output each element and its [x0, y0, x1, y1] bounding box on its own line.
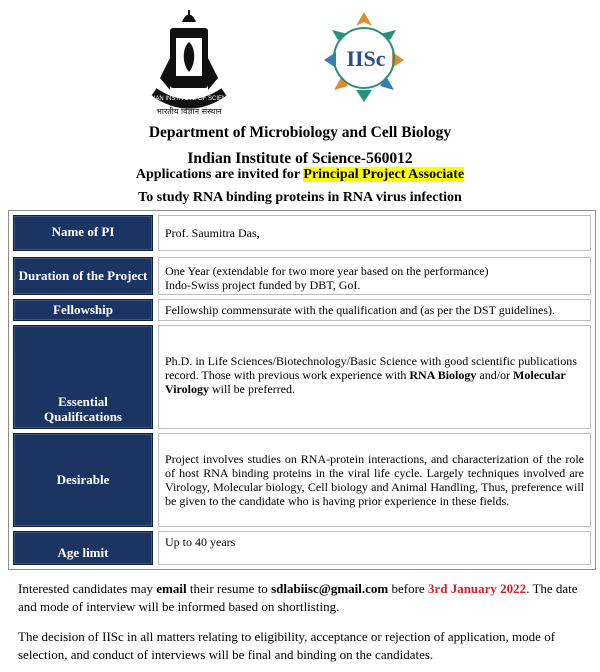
- label-duration: Duration of the Project: [13, 257, 153, 295]
- value-age-limit: Up to 40 years: [158, 531, 591, 565]
- footer-text-g: . The date and mode of interview will be informed based on shortlisting.: [18, 581, 578, 614]
- label-age-limit: Age limit: [13, 531, 153, 565]
- iisc-star-logo: [314, 8, 414, 108]
- table-row-fellowship: [9, 299, 595, 321]
- qual-molecular-virology: Molecular Virology: [165, 368, 566, 396]
- qual-text-a: Ph.D. in Life Sciences/Biotechnology/Basic Science with good scientific publications record. Those with previous work experience with: [165, 354, 577, 382]
- invite-line: [0, 167, 600, 183]
- footer-text-a: Interested candidates may: [18, 581, 157, 596]
- invite-prefix: Applications are invited for: [135, 167, 304, 182]
- label-name-of-pi: Name of PI: [13, 215, 153, 251]
- table-row-age: [9, 531, 595, 565]
- table-row-qualifications: [9, 325, 595, 429]
- crest-text: INDIAN INSTITUTE OF SCIENCE: [143, 96, 235, 102]
- table-row-pi: [9, 215, 595, 251]
- footer-text-c: their resume to: [186, 581, 272, 596]
- contact-email: sdlabiisc@gmail.com: [271, 581, 389, 596]
- details-table: [8, 210, 596, 570]
- value-fellowship: Fellowship commensurate with the qualification and (as per the DST guidelines).: [158, 299, 591, 321]
- duration-line-1: One Year (extendable for two more year based on the performance): [165, 264, 489, 278]
- logo-bar: [0, 0, 600, 125]
- table-row-duration: [9, 257, 595, 295]
- application-instructions: [18, 580, 588, 616]
- qual-rna-biology: RNA Biology: [409, 368, 477, 382]
- label-desirable: Desirable: [13, 433, 153, 527]
- value-desirable: Project involves studies on RNA-protein interactions, and characterization of the role of host RNA binding proteins in the viral life cycle. Largely techniques involved are Virology, Molecular biology, Cell biology and Animal Handling, Thus, preference will be given to the candidate who is having prior experience in these fields.: [158, 433, 591, 527]
- duration-line-2: Indo-Swiss project funded by DBT, GoI.: [165, 278, 361, 292]
- qual-text-c: and/or: [476, 368, 514, 382]
- iisc-logo-text: IISc: [346, 46, 386, 71]
- footer-email-word: email: [156, 581, 187, 596]
- iisc-crest-logo: [142, 8, 236, 118]
- institute-title: Indian Institute of Science-560012: [187, 150, 413, 167]
- footer-text-e: before: [388, 581, 428, 596]
- label-fellowship: Fellowship: [13, 299, 153, 321]
- label-essential-qualifications: Essential Qualifications: [13, 325, 153, 429]
- position-highlight: Principal Project Associate: [303, 167, 465, 182]
- value-duration: [158, 257, 591, 295]
- table-row-desirable: [9, 433, 595, 527]
- value-essential-qualifications: [158, 325, 591, 429]
- deadline-date: 3rd January 2022: [427, 581, 527, 596]
- value-name-of-pi: Prof. Saumitra Das,: [158, 215, 591, 251]
- decision-notice: The decision of IISc in all matters relating to eligibility, acceptance or rejection of application, mode of selection, and conduct of interviews will be final and binding on the candidates.: [18, 629, 556, 662]
- crest-hindi-text: भारतीय विज्ञान संस्थान: [156, 107, 222, 116]
- qual-text-e: will be preferred.: [209, 382, 295, 396]
- department-title: Department of Microbiology and Cell Biology: [148, 124, 452, 141]
- project-title: To study RNA binding proteins in RNA virus infection: [138, 190, 462, 205]
